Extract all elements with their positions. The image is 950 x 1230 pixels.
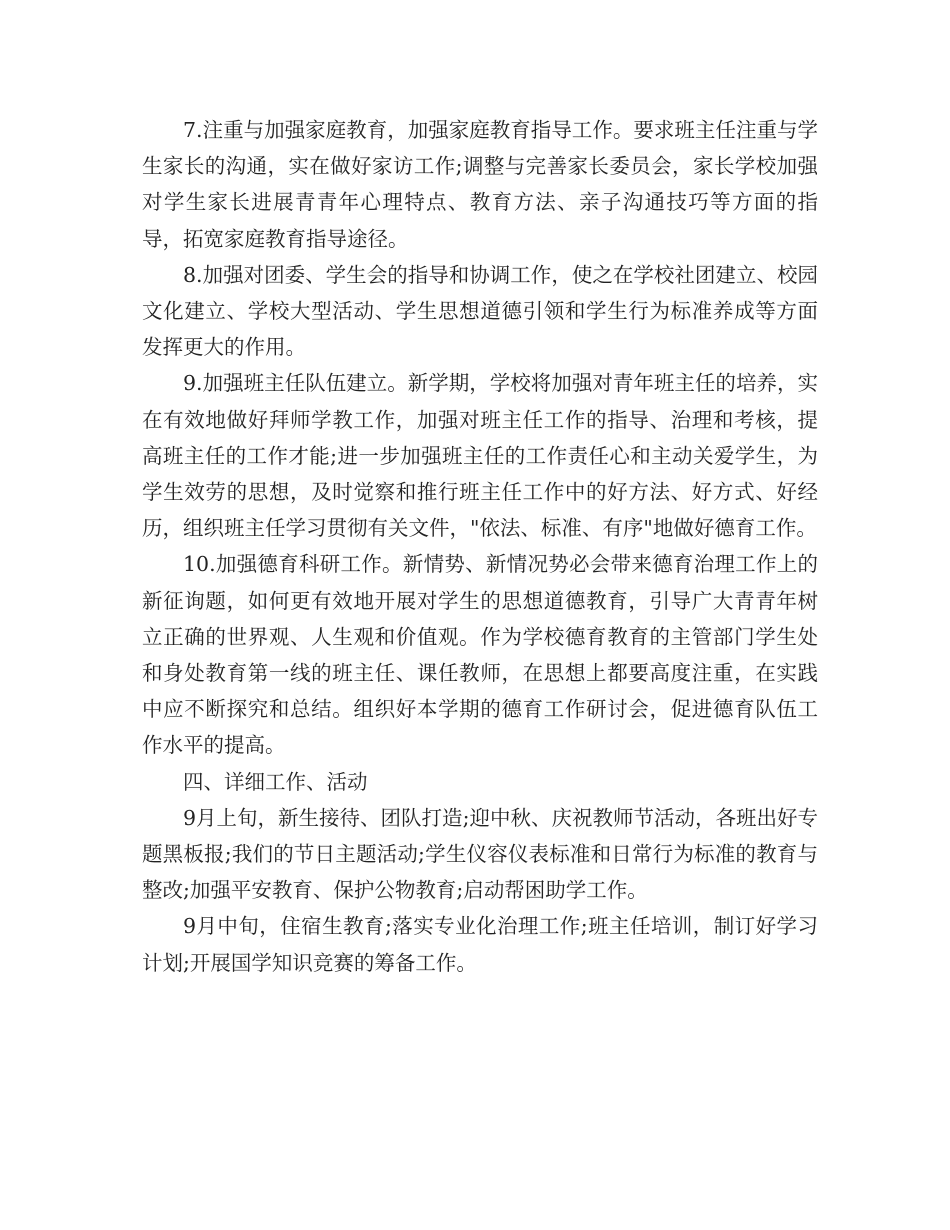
paragraph-september-early: 9月上旬，新生接待、团队打造;迎中秋、庆祝教师节活动，各班出好专题黑板报;我们的节日主题活动;学生仪容仪表标准和日常行为标准的教育与整改;加强平安教育、保护公物教育;启动帮困助学工作。 [142, 805, 818, 903]
paragraph-september-mid: 9月中旬，住宿生教育;落实专业化治理工作;班主任培训，制订好学习计划;开展国学知识竞赛的筹备工作。 [142, 914, 818, 975]
paragraph-item-10: 10.加强德育科研工作。新情势、新情况势必会带来德育治理工作上的新征询题，如何更有效地开展对学生的思想道德教育，引导广大青青年树立正确的世界观、人生观和价值观。作为学校德育教育的主管部门学生处和身处教育第一线的班主任、课任教师，在思想上都要高度注重，在实践中应不断探究和总结。组织好本学期的德育工作研讨会，促进德育队伍工作水平的提高。 [142, 552, 818, 758]
section-heading: 四、详细工作、活动 [183, 769, 368, 794]
paragraph-item-9: 9.加强班主任队伍建立。新学期，学校将加强对青年班主任的培养，实在有效地做好拜师学教工作，加强对班主任工作的指导、治理和考核，提高班主任的工作才能;进一步加强班主任的工作责任心和主动关爱学生，为学生效劳的思想，及时觉察和推行班主任工作中的好方法、好方式、好经历，组织班主任学习贯彻有关文件，"依法、标准、有序"地做好德育工作。 [142, 371, 818, 541]
paragraph-item-7: 7.注重与加强家庭教育，加强家庭教育指导工作。要求班主任注重与学生家长的沟通，实在做好家访工作;调整与完善家长委员会，家长学校加强对学生家长进展青青年心理特点、教育方法、亲子沟通技巧等方面的指导，拓宽家庭教育指导途径。 [142, 118, 818, 251]
document-body [142, 112, 818, 981]
paragraph-item-8: 8.加强对团委、学生会的指导和协调工作，使之在学校社团建立、校园文化建立、学校大型活动、学生思想道德引领和学生行为标准养成等方面发挥更大的作用。 [142, 262, 818, 360]
